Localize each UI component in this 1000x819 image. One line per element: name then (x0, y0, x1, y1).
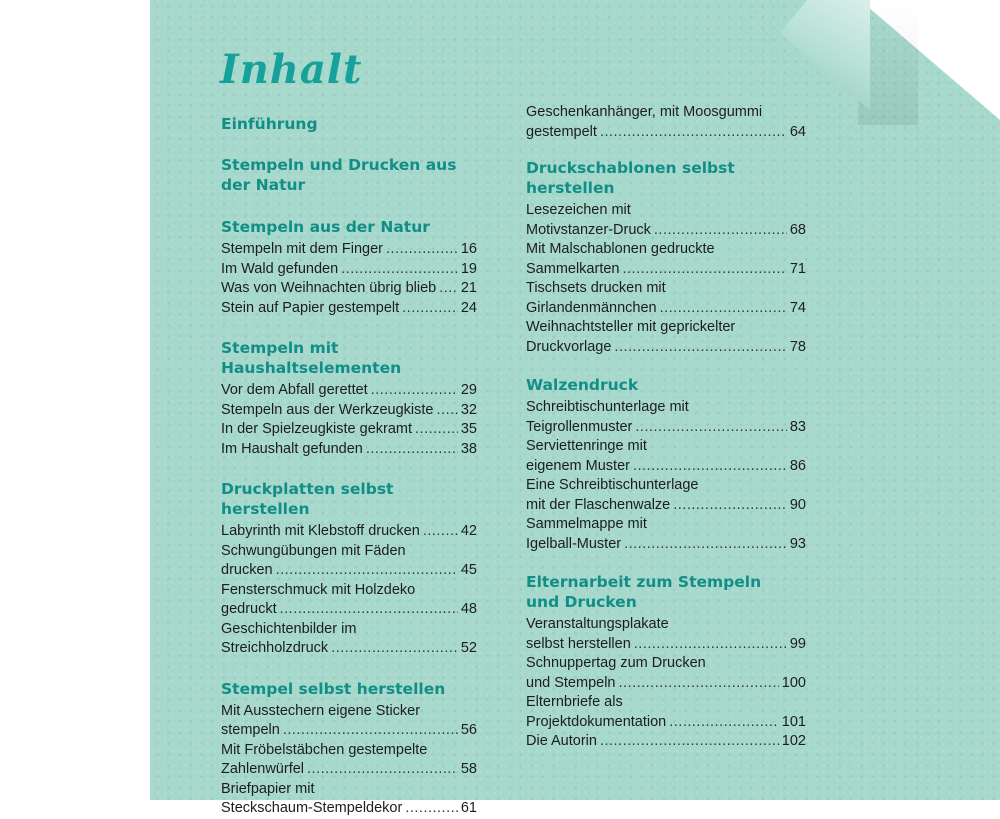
toc-entry-line[interactable]: Fensterschmuck mit Holzdeko (221, 581, 416, 598)
section-heading-line2: und Drucken (526, 593, 637, 611)
toc-entry[interactable]: gedruckt ..... 48 (221, 600, 477, 620)
toc-entry[interactable]: gestempelt ..... 64 (526, 123, 806, 143)
toc-entry[interactable]: Labyrinth mit Klebstoff drucken ..... 42 (221, 522, 477, 542)
toc-entry[interactable]: stempeln ..... 56 (221, 721, 477, 741)
toc-entry-line[interactable]: Sammelmappe mit (526, 516, 647, 532)
toc-entry[interactable]: Die Autorin ..... 102 (526, 732, 806, 752)
toc-entry[interactable]: Girlandenmännchen ..... 74 (526, 299, 806, 319)
toc-entry[interactable]: Im Haushalt gefunden ..... 38 (221, 440, 477, 460)
section-heading: Druckschablonen selbst herstellen (526, 159, 735, 197)
toc-entry[interactable]: Zahlenwürfel ..... 58 (221, 760, 477, 780)
toc-entry-line[interactable]: Veranstaltungsplakate (526, 616, 669, 632)
toc-entry-line[interactable]: Geschichtenbilder im (221, 620, 357, 637)
toc-entry[interactable]: drucken ..... 45 (221, 561, 477, 581)
toc-section (221, 217, 477, 318)
toc-section (221, 679, 477, 819)
toc-entry-line[interactable]: Geschenkanhänger, mit Moosgummi (526, 104, 763, 120)
toc-entry[interactable]: Streichholzdruck ..... 52 (221, 639, 477, 659)
toc-entry-line[interactable]: Eine Schreibtischunterlage (526, 477, 699, 493)
toc-entry-line[interactable]: Schreibtischunterlage mit (526, 399, 689, 415)
toc-entry[interactable]: mit der Flaschenwalze ..... 90 (526, 496, 806, 516)
toc-right-column (526, 103, 806, 752)
toc-entry-line[interactable]: Schnuppertag zum Drucken (526, 655, 706, 671)
toc-entry[interactable]: und Stempeln ..... 100 (526, 674, 806, 694)
toc-section (221, 479, 477, 659)
section-heading: Stempel selbst herstellen (221, 679, 446, 698)
toc-entry[interactable]: Vor dem Abfall gerettet ..... 29 (221, 381, 477, 401)
toc-entry-line[interactable]: Tischsets drucken mit (526, 280, 666, 296)
toc-entry-line[interactable]: Schwungübungen mit Fäden (221, 542, 406, 559)
toc-entry[interactable]: Sammelkarten ..... 71 (526, 260, 806, 280)
toc-section (526, 375, 806, 554)
toc-entry[interactable]: In der Spielzeugkiste gekramt ..... 35 (221, 420, 477, 440)
toc-entry-line[interactable]: Mit Fröbelstäbchen gestempelte (221, 741, 428, 758)
toc-entry[interactable]: Motivstanzer-Druck ..... 68 (526, 221, 806, 241)
toc-entry-line[interactable]: Mit Ausstechern eigene Sticker (221, 702, 421, 719)
toc-entry[interactable]: Was von Weihnachten übrig blieb ..... 21 (221, 279, 477, 299)
section-heading[interactable]: Einführung (221, 115, 318, 133)
toc-entry-line[interactable]: Weihnachtsteller mit geprickelter (526, 319, 736, 335)
section-heading[interactable]: Stempeln und Drucken aus der Natur (221, 156, 457, 194)
toc-entry-line[interactable]: Serviettenringe mit (526, 438, 647, 454)
toc-entry-line[interactable]: Elternbriefe als (526, 694, 623, 710)
toc-section (221, 338, 477, 459)
toc-entry[interactable]: Stein auf Papier gestempelt ..... 24 (221, 299, 477, 319)
toc-entry[interactable]: Igelball-Muster ..... 93 (526, 535, 806, 555)
toc-entry[interactable]: Im Wald gefunden ..... 19 (221, 260, 477, 280)
section-heading: Stempeln mit Haushaltselementen (221, 339, 402, 377)
section-heading: Elternarbeit zum Stempeln (526, 573, 762, 591)
toc-section (526, 572, 806, 752)
page-title: Inhalt (220, 46, 363, 93)
toc-section (526, 103, 806, 142)
toc-entry-line[interactable]: Lesezeichen mit (526, 202, 631, 218)
section-heading: Stempeln aus der Natur (221, 218, 430, 236)
toc-entry[interactable]: Stempeln aus der Werkzeugkiste ..... 32 (221, 401, 477, 421)
toc-entry-line[interactable]: Mit Malschablonen gedruckte (526, 241, 715, 257)
toc-entry[interactable]: Teigrollenmuster ..... 83 (526, 418, 806, 438)
toc-entry[interactable]: Stempeln mit dem Finger ..... 16 (221, 240, 477, 260)
toc-section (526, 158, 806, 357)
toc-entry[interactable]: Projektdokumentation ..... 101 (526, 713, 806, 733)
section-heading: Walzendruck (526, 376, 639, 394)
toc-entry[interactable]: selbst herstellen ..... 99 (526, 635, 806, 655)
section-heading: Druckplatten selbst herstellen (221, 480, 394, 518)
toc-entry[interactable]: Steckschaum-Stempeldekor ..... 61 (221, 799, 477, 819)
toc-entry-line[interactable]: Briefpapier mit (221, 780, 315, 797)
toc-entry[interactable]: Druckvorlage ..... 78 (526, 338, 806, 358)
toc-entry[interactable]: eigenem Muster ..... 86 (526, 457, 806, 477)
toc-left-column (221, 114, 477, 819)
